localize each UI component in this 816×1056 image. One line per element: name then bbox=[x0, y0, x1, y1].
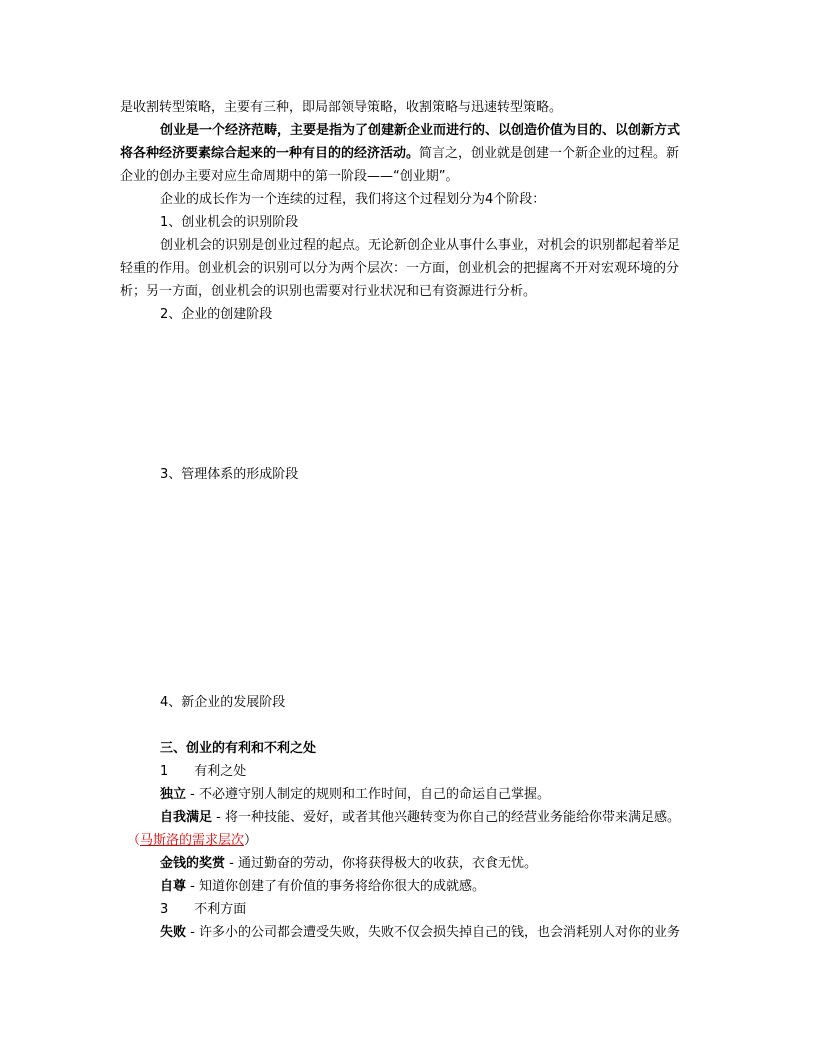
list-heading: 4、新企业的发展阶段 bbox=[160, 695, 286, 710]
sub-heading: 3 不利方面 bbox=[160, 902, 247, 917]
paragraph-line: 轻重的作用。创业机会的识别可以分为两个层次：一方面，创业机会的把握离不开对宏观环境的分 bbox=[120, 261, 680, 276]
paragraph-line bbox=[120, 145, 679, 163]
sub-heading: 1 有利之处 bbox=[160, 764, 247, 779]
term-bold: 自尊 bbox=[160, 879, 187, 894]
paragraph-line bbox=[160, 809, 680, 827]
text: - 通过勤奋的劳动，你将获得极大的收获，衣食无忧。 bbox=[225, 856, 537, 871]
text: 简言之，创业就是创建一个新企业的过程。新 bbox=[419, 146, 680, 161]
term-bold: 独立 bbox=[160, 787, 187, 802]
maslow-note bbox=[127, 832, 257, 850]
paragraph-line: 企业的成长作为一个连续的过程，我们将这个过程划分为4个阶段： bbox=[160, 192, 546, 207]
term-bold: 自我满足 bbox=[160, 810, 213, 825]
paragraph-line-bold: 创业是一个经济范畴，主要是指为了创建新企业而进行的、以创造价值为目的、以创新方式 bbox=[160, 123, 681, 138]
term-bold: 金钱的奖赏 bbox=[160, 856, 226, 871]
list-heading: 2、企业的创建阶段 bbox=[160, 307, 273, 322]
section-heading: 三、创业的有利和不利之处 bbox=[160, 741, 317, 756]
paragraph-line bbox=[160, 786, 550, 804]
paragraph-line bbox=[160, 924, 680, 942]
text: - 知道你创建了有价值的事务将给你很大的成就感。 bbox=[186, 879, 485, 894]
paragraph-line bbox=[160, 878, 485, 896]
list-heading: 3、管理体系的形成阶段 bbox=[160, 467, 299, 482]
paragraph-line: 析；另一方面，创业机会的识别也需要对行业状况和已有资源进行分析。 bbox=[120, 284, 537, 299]
paragraph-line: 企业的创办主要对应生命周期中的第一阶段——“创业期”。 bbox=[120, 169, 459, 184]
paren-open: （ bbox=[127, 833, 141, 848]
list-heading: 1、创业机会的识别阶段 bbox=[160, 215, 299, 230]
paragraph-line bbox=[160, 855, 537, 873]
paragraph-line: 创业机会的识别是创业过程的起点。无论新创企业从事什么事业，对机会的识别都起着举足 bbox=[160, 238, 681, 253]
paragraph-line: 是收割转型策略，主要有三种，即局部领导策略，收割策略与迅速转型策略。 bbox=[120, 100, 563, 115]
text: - 将一种技能、爱好，或者其他兴趣转变为你自己的经营业务能给你带来满足感。 bbox=[212, 810, 680, 825]
term-bold: 失败 bbox=[160, 925, 187, 940]
bold-text: 将各种经济要素综合起来的一种有目的的经济活动。 bbox=[120, 146, 420, 161]
text: - 不必遵守别人制定的规则和工作时间，自己的命运自己掌握。 bbox=[186, 787, 550, 802]
paren-close: ） bbox=[244, 833, 258, 848]
maslow-link[interactable]: 马斯洛的需求层次 bbox=[140, 833, 245, 848]
text: - 许多小的公司都会遭受失败，失败不仅会损失掉自己的钱，也会消耗别人对你的业务 bbox=[186, 925, 680, 940]
